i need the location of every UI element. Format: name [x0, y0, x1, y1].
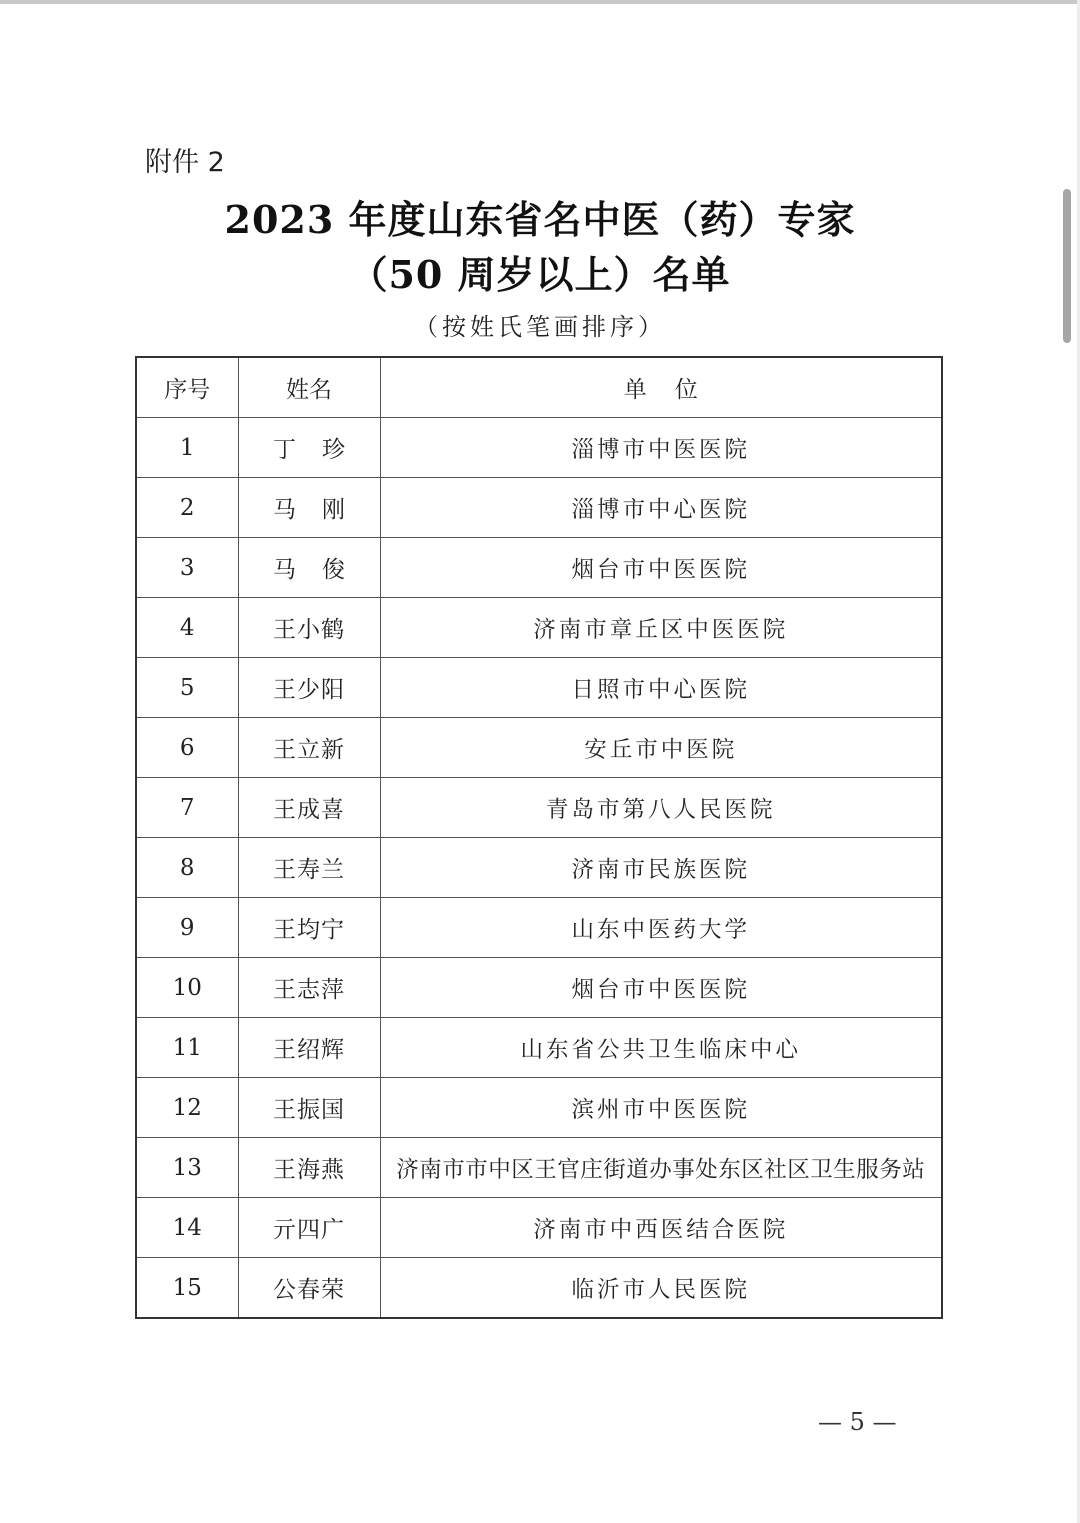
row-name: 王小鹤 — [238, 598, 380, 658]
header-name: 姓名 — [238, 357, 380, 418]
row-unit: 济南市章丘区中医医院 — [380, 598, 942, 658]
page-title-line-2: （50 周岁以上）名单 — [349, 252, 731, 297]
row-serial-number: 12 — [136, 1078, 238, 1138]
row-unit: 山东中医药大学 — [380, 898, 942, 958]
row-name: 王均宁 — [238, 898, 380, 958]
row-unit: 青岛市第八人民医院 — [380, 778, 942, 838]
row-unit: 淄博市中心医院 — [380, 478, 942, 538]
table-row — [136, 718, 942, 778]
table-row — [136, 538, 942, 598]
row-name: 王绍辉 — [238, 1018, 380, 1078]
table-row — [136, 1258, 942, 1319]
header-unit: 单位 — [380, 357, 942, 418]
sort-note: （按姓氏笔画排序） — [414, 313, 666, 341]
row-name: 亓四广 — [238, 1198, 380, 1258]
table-row — [136, 418, 942, 478]
expert-roster-table — [135, 356, 943, 1319]
header-serial-number: 序号 — [136, 357, 238, 418]
row-unit: 济南市市中区王官庄街道办事处东区社区卫生服务站 — [380, 1138, 942, 1198]
table-row — [136, 598, 942, 658]
row-serial-number: 3 — [136, 538, 238, 598]
row-name: 公春荣 — [238, 1258, 380, 1319]
row-name: 王振国 — [238, 1078, 380, 1138]
row-serial-number: 6 — [136, 718, 238, 778]
row-unit: 安丘市中医院 — [380, 718, 942, 778]
table-row — [136, 658, 942, 718]
row-name: 王海燕 — [238, 1138, 380, 1198]
row-serial-number: 15 — [136, 1258, 238, 1319]
table-row — [136, 778, 942, 838]
table-row — [136, 1078, 942, 1138]
table-header-row — [136, 357, 942, 418]
row-name: 王寿兰 — [238, 838, 380, 898]
row-serial-number: 2 — [136, 478, 238, 538]
table-row — [136, 1138, 942, 1198]
row-unit: 临沂市人民医院 — [380, 1258, 942, 1319]
table-row — [136, 1018, 942, 1078]
row-name: 王成喜 — [238, 778, 380, 838]
row-serial-number: 7 — [136, 778, 238, 838]
row-name: 马俊 — [238, 538, 380, 598]
row-serial-number: 10 — [136, 958, 238, 1018]
row-serial-number: 13 — [136, 1138, 238, 1198]
page-number: — 5 — — [818, 1408, 897, 1436]
table-row — [136, 958, 942, 1018]
row-unit: 济南市民族医院 — [380, 838, 942, 898]
row-unit: 滨州市中医医院 — [380, 1078, 942, 1138]
row-serial-number: 11 — [136, 1018, 238, 1078]
row-name: 王立新 — [238, 718, 380, 778]
page-title-line-1: 2023 年度山东省名中医（药）专家 — [224, 197, 856, 242]
row-name: 王志萍 — [238, 958, 380, 1018]
row-unit: 烟台市中医医院 — [380, 958, 942, 1018]
row-serial-number: 5 — [136, 658, 238, 718]
row-unit: 淄博市中医医院 — [380, 418, 942, 478]
row-name: 王少阳 — [238, 658, 380, 718]
table-row — [136, 898, 942, 958]
row-serial-number: 4 — [136, 598, 238, 658]
row-serial-number: 9 — [136, 898, 238, 958]
row-serial-number: 8 — [136, 838, 238, 898]
table-row — [136, 478, 942, 538]
row-serial-number: 1 — [136, 418, 238, 478]
row-unit: 济南市中西医结合医院 — [380, 1198, 942, 1258]
row-unit: 日照市中心医院 — [380, 658, 942, 718]
row-unit: 山东省公共卫生临床中心 — [380, 1018, 942, 1078]
table-row — [136, 838, 942, 898]
table-row — [136, 1198, 942, 1258]
row-serial-number: 14 — [136, 1198, 238, 1258]
attachment-label: 附件 2 — [145, 147, 225, 178]
row-name: 丁珍 — [238, 418, 380, 478]
row-unit: 烟台市中医医院 — [380, 538, 942, 598]
viewer-top-band — [0, 0, 1080, 4]
row-name: 马刚 — [238, 478, 380, 538]
